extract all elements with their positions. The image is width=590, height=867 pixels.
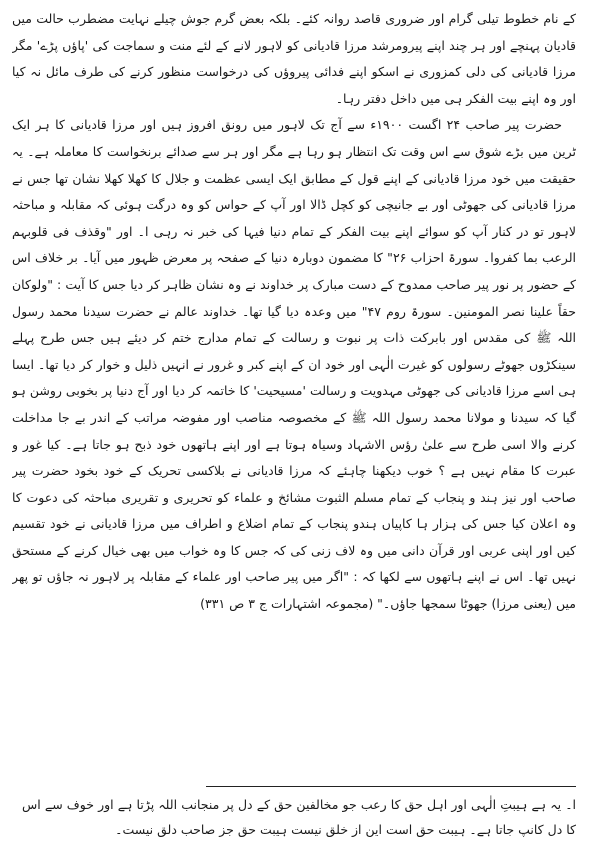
footnote-divider [206, 786, 576, 787]
paragraph-2: حضرت پیر صاحب ۲۴ اگست ۱۹۰۰ء سے آج تک لاہور میں رونق افروز ہیں اور مرزا قادیانی کا ہر ایک ٹرین میں بڑے شوق سے اس وقت تک انتظار ہو رہا ہے مگر اور ہر سے صدائے برنخواست کا معاملہ ہے۔ یہ حقیقت میں خود مرزا قادیانی کے اپنے قول کے مطابق ایک ایسی عظمت و جلال کا کھلا کھلا نشان تھا جس نے مرزا قادیانی کی جھوٹی اور بے جانیچی کو کچل ڈالا اور آپ کے حواس کو وہ درگت ہوئی کہ مقابلہ و مباحثہ لاہور تو در کنار آپ کو سوائے اپنے بیت الفکر کے تمام دنیا فیہا کی خبر نہ رہی ا۔ اور "وقذف فی قلوبہم الرعب بما کفروا۔ سورۃ احزاب ۲۶" کا مضمون دوبارہ دنیا کے صفحہ پر معرض ظہور میں آیا۔ بر خلاف اس کے حضور پر نور پیر صاحب ممدوح کے دست مبارک پر خداوند نے وہ نشان ظاہر کر دیا جس کا آیت : "ولوکان حقاً علینا نصر المومنین۔ سورۃ روم ۴۷" میں وعدہ دیا گیا تھا۔ خداوند عالم نے حضرت سیدنا محمد رسول اللہ ﷺ کی مقدس اور بابرکت ذات پر نبوت و رسالت کے تمام مدارج ختم کر دیئے ہیں جس طرح پہلے سینکڑوں جھوٹے رسولوں کو غیرت الٰہی اور خود ان کے اپنے کبر و غرور نے انہیں ذلیل و خوار کر دیا تھا۔ ایسا ہی اسے مرزا قادیانی کی جھوٹی مہدویت و رسالت 'مسیحیت' کا خاتمہ کر دیا اور آج دنیا پر بخوبی روشن ہو گیا کہ سیدنا و مولانا محمد رسول اللہ ﷺ کے مخصوصہ مناصب اور مفوضہ مراتب کے اندر بے جا مداخلت کرنے والا اسی طرح سے علیٰ رؤس الاشہاد وسیاہ ہوتا ہے اور اپنے ہاتھوں خود ذبح ہو جاتا ہے۔ کیا غور و عبرت کا مقام نہیں ہے ؟ خوب دیکھنا چاہئے کہ مرزا قادیانی نے بلاکسی تحریک کے خود بخود حضرت پیر صاحب اور نیز ہند و پنجاب کے تمام مسلم الثبوت مشائخ و علماء کو تحریری و تقریری مباحثہ کی دعوت کا وہ اعلان کیا جس کی ہزار ہا کاپیاں ہندو پنجاب کے تمام اضلاع و اطراف میں مرزا قادیانی نے خود تقسیم کیں اور اپنی عربی اور قرآن دانی میں وہ لاف زنی کی کہ جس کا وہ خواب میں بھی خیال کرنے کے مستحق نہیں تھا۔ اس نے اپنے ہاتھوں سے لکھا کہ : "اگر میں پیر صاحب اور علماء کے مقابلہ پر لاہور نہ جاؤں تو پھر میں (یعنی مرزا) جھوٹا سمجھا جاؤں۔" (مجموعہ اشتہارات ج ۳ ص ۳۳۱) [12, 117, 576, 612]
main-text [12, 6, 576, 786]
paragraph-1: کے نام خطوط تیلی گرام اور ضروری قاصد روانہ کئے۔ بلکہ بعض گرم جوش چیلے نہایت مضطرب حالت میں قادیان پہنچے اور ہر چند اپنے پیرومرشد مرزا قادیانی کو لاہور لانے کے لئے منت و سماجت کی 'پاؤں پڑے' مگر مرزا قادیانی کی دلی کمزوری نے اسکو اپنے فدائی پیروؤں کی درخواست منظور کرنے کی طرف مائل نہ کیا اور وہ اپنے بیت الفکر ہی میں داخل دفتر رہا۔ [12, 11, 576, 106]
footnote [22, 792, 576, 842]
footnote-text: ا۔ یہ ہے ہیبتِ الٰہی اور اہل حق کا رعب جو مخالفین حق کے دل پر منجانب اللہ پڑتا ہے اور خوف سے اس کا دل کانپ جاتا ہے۔ ہیبت حق است این از خلق نیست ہیبت حق جز صاحب دلق نیست۔ [22, 797, 576, 837]
